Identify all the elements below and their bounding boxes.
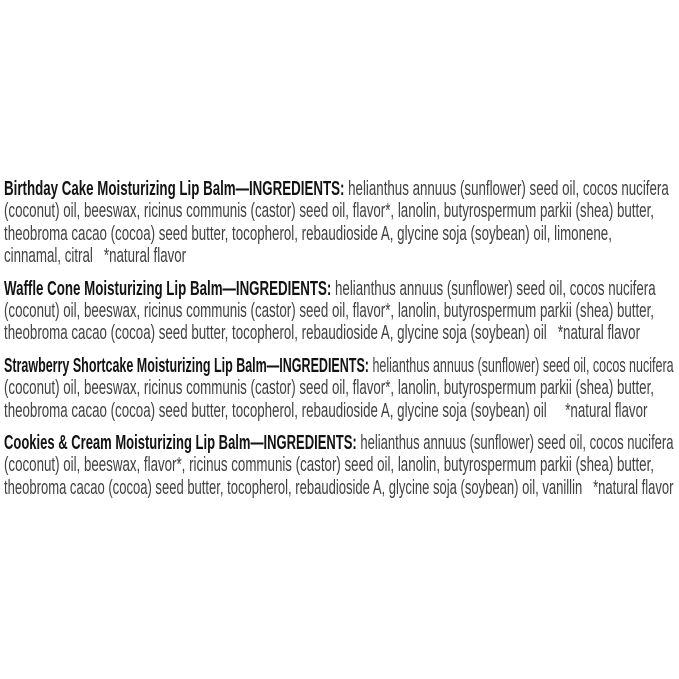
ingredients-line: cinnamal, citral *natural flavor — [4, 245, 187, 268]
ingredients-paragraph-birthday-cake — [4, 178, 673, 268]
ingredients-line: theobroma cacao (cocoa) seed butter, tocopherol, rebaudioside A, glycine soja (soybean) oil *natural flavor — [4, 399, 648, 422]
ingredients-text: helianthus annuus (sunflower) seed oil, cocos nucifera — [331, 277, 656, 300]
ingredients-line: (coconut) oil, beeswax, ricinus communis (castor) seed oil, flavor*, lanolin, butyrospermum parkii (shea) butter, — [4, 300, 654, 323]
product-heading-cookies-cream: Cookies & Cream Moisturizing Lip Balm—INGREDIENTS: — [4, 432, 357, 455]
ingredients-line — [4, 432, 674, 455]
ingredients-paragraph-waffle-cone — [4, 278, 673, 345]
ingredients-text-block — [4, 178, 673, 509]
ingredients-line: theobroma cacao (cocoa) seed butter, tocopherol, rebaudioside A, glycine soja (soybean) oil *natural flavor — [4, 322, 641, 345]
ingredients-line: theobroma cacao (cocoa) seed butter, tocopherol, rebaudioside A, glycine soja (soybean) oil, limonene, — [4, 222, 612, 245]
ingredients-line: (coconut) oil, beeswax, flavor*, ricinus communis (castor) seed oil, lanolin, butyrospermum parkii (shea) butter, — [4, 454, 654, 477]
ingredients-line — [4, 278, 673, 300]
product-heading-strawberry-shortcake: Strawberry Shortcake Moisturizing Lip Balm—INGREDIENTS: — [4, 354, 369, 377]
ingredients-line: theobroma cacao (cocoa) seed butter, tocopherol, rebaudioside A, glycine soja (soybean) oil, vanillin *natural flavor — [4, 476, 674, 499]
ingredients-line — [4, 178, 673, 200]
ingredients-line — [4, 354, 674, 377]
ingredients-text: helianthus annuus (sunflower) seed oil, cocos nucifera — [368, 354, 674, 377]
ingredients-paragraph-strawberry-shortcake — [4, 355, 673, 422]
product-heading-birthday-cake: Birthday Cake Moisturizing Lip Balm—INGREDIENTS: — [4, 178, 345, 200]
ingredients-line: (coconut) oil, beeswax, ricinus communis (castor) seed oil, flavor*, lanolin, butyrospermum parkii (shea) butter, — [4, 377, 654, 400]
ingredients-line: (coconut) oil, beeswax, ricinus communis (castor) seed oil, flavor*, lanolin, butyrospermum parkii (shea) butter, — [4, 200, 654, 223]
ingredients-text: helianthus annuus (sunflower) seed oil, cocos nucifera — [356, 432, 674, 455]
ingredients-paragraph-cookies-cream — [4, 432, 673, 499]
ingredients-text: helianthus annuus (sunflower) seed oil, cocos nucifera — [344, 178, 669, 200]
product-heading-waffle-cone: Waffle Cone Moisturizing Lip Balm—INGREDIENTS: — [4, 277, 332, 300]
